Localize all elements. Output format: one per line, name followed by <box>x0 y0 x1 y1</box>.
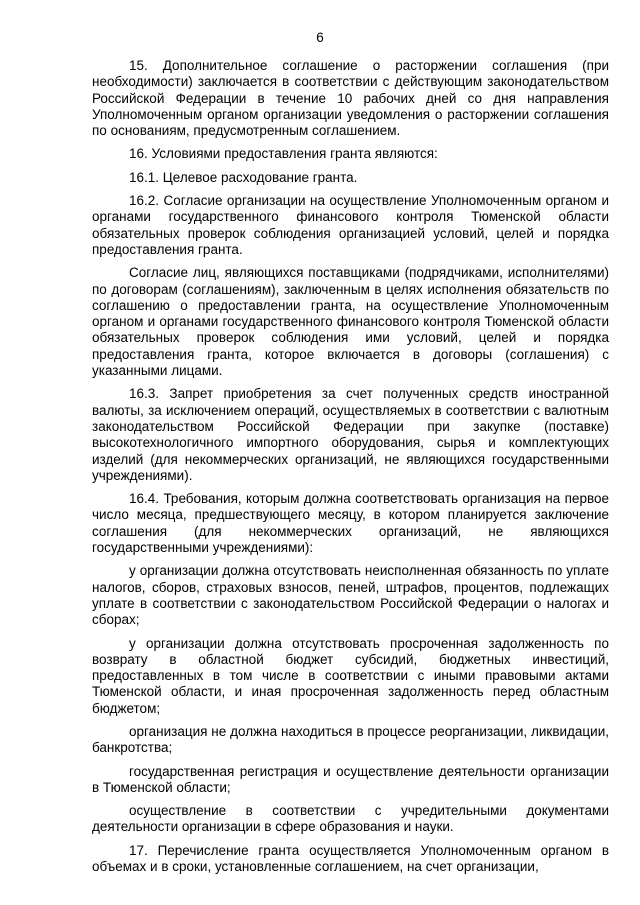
paragraph-16-3: 16.3. Запрет приобретения за счет полученных средств иностранной валюты, за исключением операций, осуществляемых в соответствии с валютным законодательством Российской Федерации при закупке (поставке) высокотехнологичного импортного оборудования, сырья и комплектующих изделий (для некоммерческих организаций, не являющихся государственными учреждениями). <box>92 386 609 483</box>
paragraph-16-2: 16.2. Согласие организации на осуществление Уполномоченным органом и органами государственного финансового контроля Тюменской области обязательных проверок соблюдения организацией условий, целей и порядка предоставления гранта. <box>92 193 609 257</box>
paragraph-16-1: 16.1. Целевое расходование гранта. <box>129 169 358 185</box>
paragraph-16: 16. Условиями предоставления гранта являются: <box>129 146 438 162</box>
requirement-registration: государственная регистрация и осуществление деятельности организации в Тюменской области; <box>92 763 609 795</box>
paragraph-16-4: 16.4. Требования, которым должна соответствовать организация на первое число месяца, предшествующего месяцу, в котором планируется заключение соглашения (для некоммерческих организаций, не являющихся государственными учреждениями): <box>92 491 609 556</box>
requirement-debt: у организации должна отсутствовать просроченная задолженность по возврату в областной бюджет субсидий, бюджетных инвестиций, предоставленных в том числе в соответствии с иными правовыми актами Тюменской области, и иная просроченная задолженность перед областным бюджетом; <box>92 635 609 716</box>
requirement-activity: осуществление в соответствии с учредительными документами деятельности организации в сфере образования и науки. <box>92 803 609 835</box>
document-body <box>92 58 609 882</box>
requirement-reorganization: организация не должна находиться в процессе реорганизации, ликвидации, банкротства; <box>92 723 609 756</box>
paragraph-17: 17. Перечисление гранта осуществляется Уполномоченным органом в объемах и в сроки, установленные соглашением, на счет организации, <box>92 842 609 875</box>
requirement-taxes: у организации должна отсутствовать неисполненная обязанность по уплате налогов, сборов, страховых взносов, пеней, штрафов, процентов, подлежащих уплате в соответствии с законодательством Российской Федерации о налогах и сборах; <box>92 563 609 628</box>
page-number: 6 <box>316 30 324 45</box>
paragraph-16-2-consent: Согласие лиц, являющихся поставщиками (подрядчиками, исполнителями) по договорам (соглашениям), заключенным в целях исполнения обязательств по соглашению о предоставлении гранта, на осуществление Уполномоченным органом и органами государственного финансового контроля Тюменской области обязательных проверок соблюдения ими условий, целей и порядка предоставления гранта, которое включается в договоры (соглашения) с указанными лицами. <box>92 265 609 379</box>
paragraph-15: 15. Дополнительное соглашение о расторжении соглашения (при необходимости) заключается в соответствии с действующим законодательством Российской Федерации в течение 10 рабочих дней со дня направления Уполномоченным органом организации уведомления о расторжении соглашения по основаниям, предусмотренным соглашением. <box>92 58 609 139</box>
